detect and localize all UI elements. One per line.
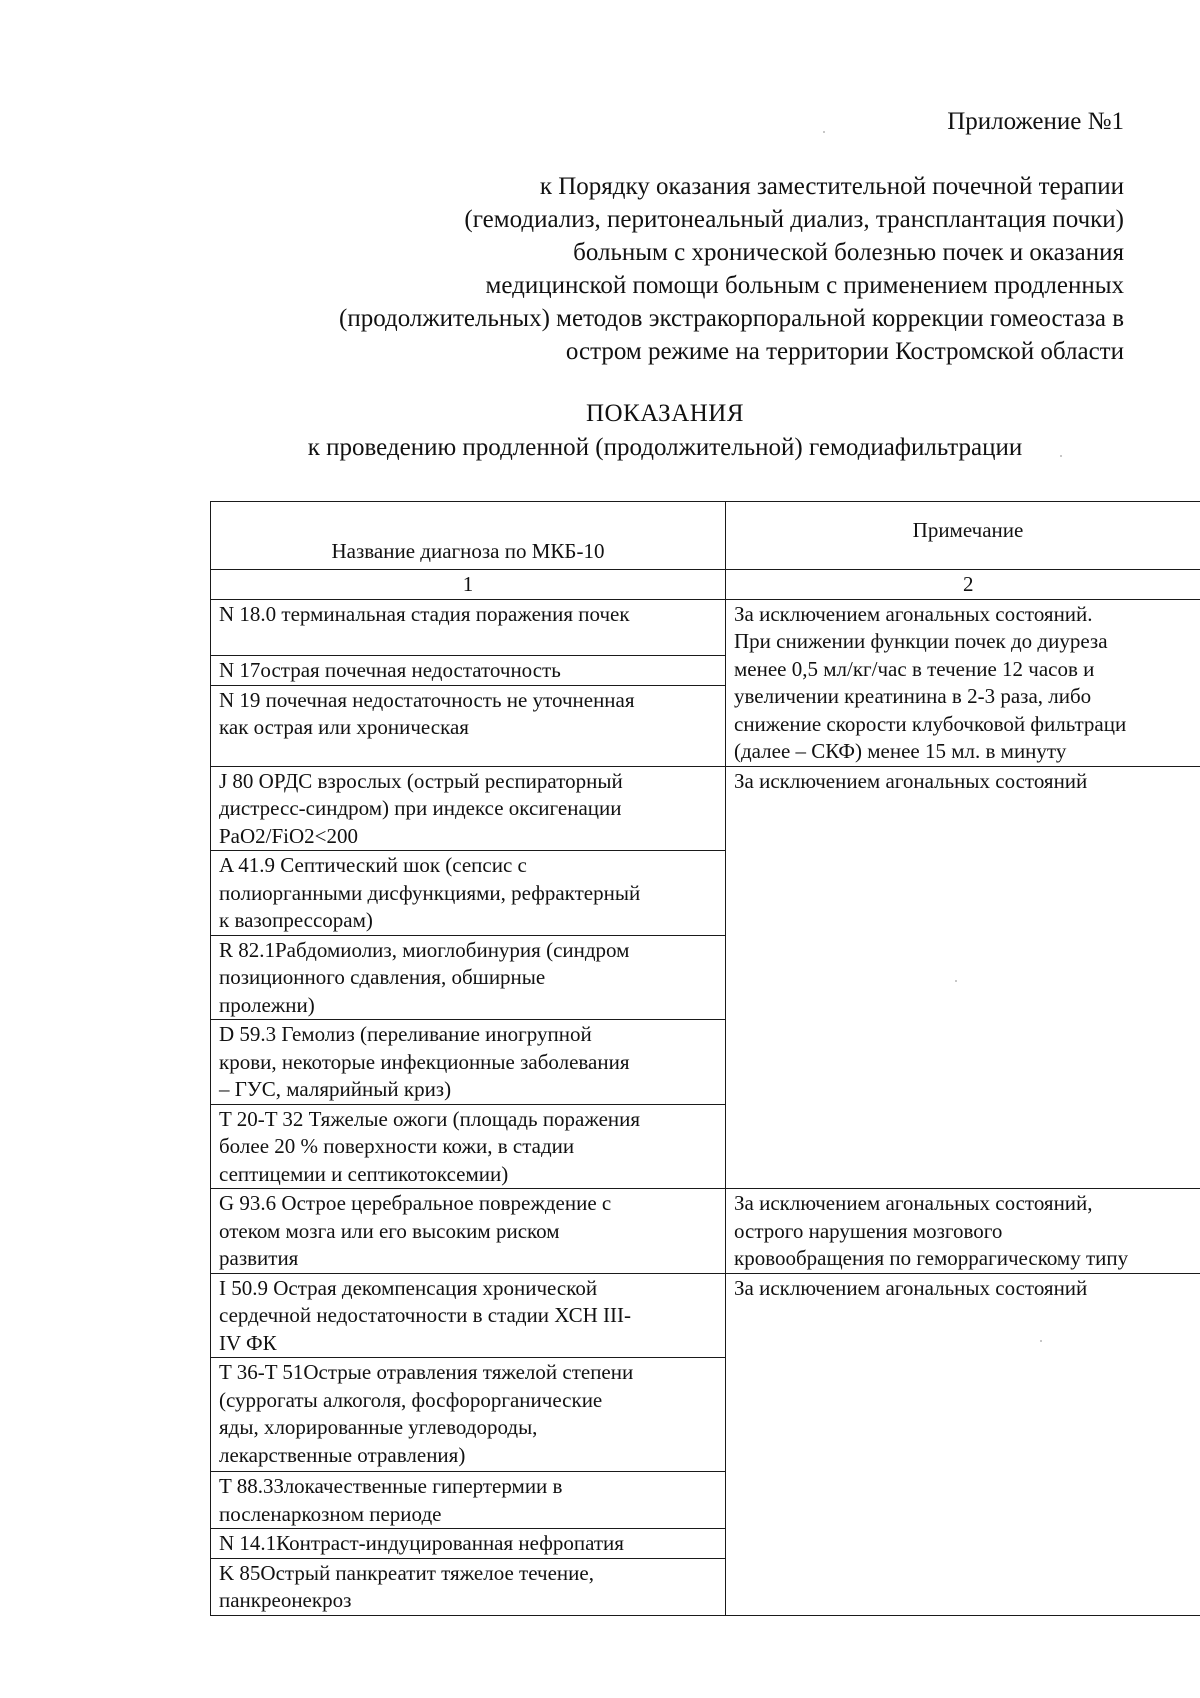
document-subtitle: к проведению продленной (продолжительной) гемодиафильтрации	[307, 434, 1023, 461]
appendix-line: больным с хронической болезнью почек и оказания	[573, 239, 1124, 266]
table-row	[211, 599, 1200, 655]
note-line: менее 0,5 мл/кг/час в течение 12 часов и	[734, 656, 1095, 681]
diagnosis-line: крови, некоторые инфекционные заболевания	[219, 1049, 630, 1074]
table-row	[211, 1189, 1200, 1274]
appendix-line: (гемодиализ, перитонеальный диализ, трансплантация почки)	[464, 206, 1124, 233]
diagnosis-line: T 36-T 51Острые отравления тяжелой степени	[219, 1360, 634, 1384]
column-number-row	[211, 570, 1200, 600]
note-cell	[726, 1273, 1200, 1615]
diagnosis-line: PaO2/FiO2<200	[219, 823, 359, 848]
diagnosis-line: развития	[219, 1246, 299, 1270]
diagnosis-line: яды, хлорированные углеводороды,	[219, 1415, 538, 1439]
diagnosis-line: к вазопрессорам)	[219, 908, 373, 932]
note-cell	[726, 599, 1200, 766]
table-row	[211, 766, 1200, 851]
diagnosis-line: G 93.6 Острое церебральное повреждение с	[219, 1191, 612, 1215]
scan-speck	[955, 980, 957, 982]
diagnosis-line: T 88.3Злокачественные гипертермии в	[219, 1474, 563, 1498]
diagnosis-cell	[211, 935, 726, 1020]
indications-table	[210, 501, 1200, 1616]
diagnosis-line: I 50.9 Острая декомпенсация хронической	[219, 1275, 598, 1300]
diagnosis-line: отеком мозга или его высоким риском	[219, 1218, 560, 1243]
diagnosis-cell	[211, 1273, 726, 1358]
diagnosis-line: N 19 почечная недостаточность не уточненная	[219, 687, 635, 712]
diagnosis-line: более 20 % поверхности кожи, в стадии	[219, 1134, 575, 1158]
column-header-diagnosis: Название диагноза по МКБ-10	[211, 502, 726, 570]
diagnosis-line: пролежни)	[219, 992, 315, 1017]
appendix-line: к Порядку оказания заместительной почечной терапии	[539, 173, 1124, 200]
appendix-line: медицинской помощи больным с применением продленных	[485, 272, 1124, 299]
diagnosis-line: панкреонекроз	[219, 1588, 352, 1612]
scan-speck	[823, 131, 825, 133]
diagnosis-line: R 82.1Рабдомиолиз, миоглобинурия (синдром	[219, 937, 630, 962]
appendix-line: остром режиме на территории Костромской области	[565, 338, 1124, 365]
column-number: 1	[211, 570, 726, 600]
document-title: ПОКАЗАНИЯ	[585, 400, 745, 427]
note-line: кровообращения по геморрагическому типу	[734, 1246, 1129, 1270]
diagnosis-line: N 14.1Контраст-индуцированная нефропатия	[219, 1531, 624, 1555]
note-line: увеличении креатинина в 2-3 раза, либо	[734, 684, 1092, 708]
note-line: снижение скорости клубочковой фильтраци	[734, 711, 1127, 736]
diagnosis-line: дистресс-синдром) при индексе оксигенации	[219, 796, 622, 820]
note-line: При снижении функции почек до диуреза	[734, 629, 1108, 653]
diagnosis-line: (суррогаты алкоголя, фосфорорганические	[219, 1387, 603, 1412]
table-row	[211, 1273, 1200, 1358]
diagnosis-line: T 20-T 32 Тяжелые ожоги (площадь поражения	[219, 1106, 641, 1131]
diagnosis-cell	[211, 1358, 726, 1472]
scan-speck	[1060, 455, 1062, 457]
diagnosis-line: – ГУС, малярийный криз)	[219, 1077, 452, 1101]
diagnosis-line: A 41.9 Септический шок (сепсис с	[219, 853, 527, 877]
scan-speck	[1040, 1340, 1042, 1342]
column-header-note: Примечание	[726, 502, 1200, 570]
note-line: (далее – СКФ) менее 15 мл. в минуту	[734, 739, 1067, 763]
note-cell	[726, 1189, 1200, 1274]
diagnosis-line: позиционного сдавления, обширные	[219, 965, 546, 989]
diagnosis-line: полиорганными дисфункциями, рефрактерный	[219, 880, 641, 905]
diagnosis-cell	[211, 1189, 726, 1274]
note-line: За исключением агональных состояний.	[734, 601, 1093, 626]
diagnosis-line: сердечной недостаточности в стадии ХСН III-	[219, 1303, 631, 1327]
diagnosis-line: лекарственные отравления)	[219, 1442, 466, 1467]
note-cell	[726, 766, 1200, 1189]
column-number: 2	[726, 570, 1200, 600]
diagnosis-cell	[211, 1529, 726, 1559]
note-line: острого нарушения мозгового	[734, 1218, 1003, 1243]
diagnosis-cell	[211, 685, 726, 766]
note-line: За исключением агональных состояний,	[734, 1191, 1093, 1215]
diagnosis-line: K 85Острый панкреатит тяжелое течение,	[219, 1560, 594, 1585]
appendix-reference	[339, 170, 1124, 368]
note-line: За исключением агональных состояний	[734, 768, 1088, 793]
diagnosis-line: IV ФК	[219, 1330, 277, 1355]
diagnosis-line: J 80 ОРДС взрослых (острый респираторный	[219, 768, 623, 793]
diagnosis-cell	[211, 655, 726, 685]
diagnosis-line: септицемии и септикотоксемии)	[219, 1161, 509, 1186]
indications-table-body	[211, 502, 1200, 1616]
diagnosis-line: посленаркозном периоде	[219, 1501, 442, 1526]
note-line: За исключением агональных состояний	[734, 1275, 1088, 1300]
diagnosis-cell	[211, 1472, 726, 1529]
appendix-number: Приложение №1	[947, 108, 1124, 135]
diagnosis-line: N 17острая почечная недостаточность	[219, 657, 561, 682]
diagnosis-cell	[211, 851, 726, 936]
appendix-line: (продолжительных) методов экстракорпоральной коррекции гомеостаза в	[339, 305, 1124, 332]
diagnosis-line: N 18.0 терминальная стадия поражения почек	[219, 601, 630, 626]
diagnosis-cell	[211, 766, 726, 851]
diagnosis-cell	[211, 1558, 726, 1615]
diagnosis-cell	[211, 1020, 726, 1105]
diagnosis-line: как острая или хроническая	[219, 715, 469, 740]
table-header-row	[211, 502, 1200, 570]
diagnosis-line: D 59.3 Гемолиз (переливание иногрупной	[219, 1022, 592, 1046]
diagnosis-cell	[211, 1104, 726, 1189]
diagnosis-cell	[211, 599, 726, 655]
